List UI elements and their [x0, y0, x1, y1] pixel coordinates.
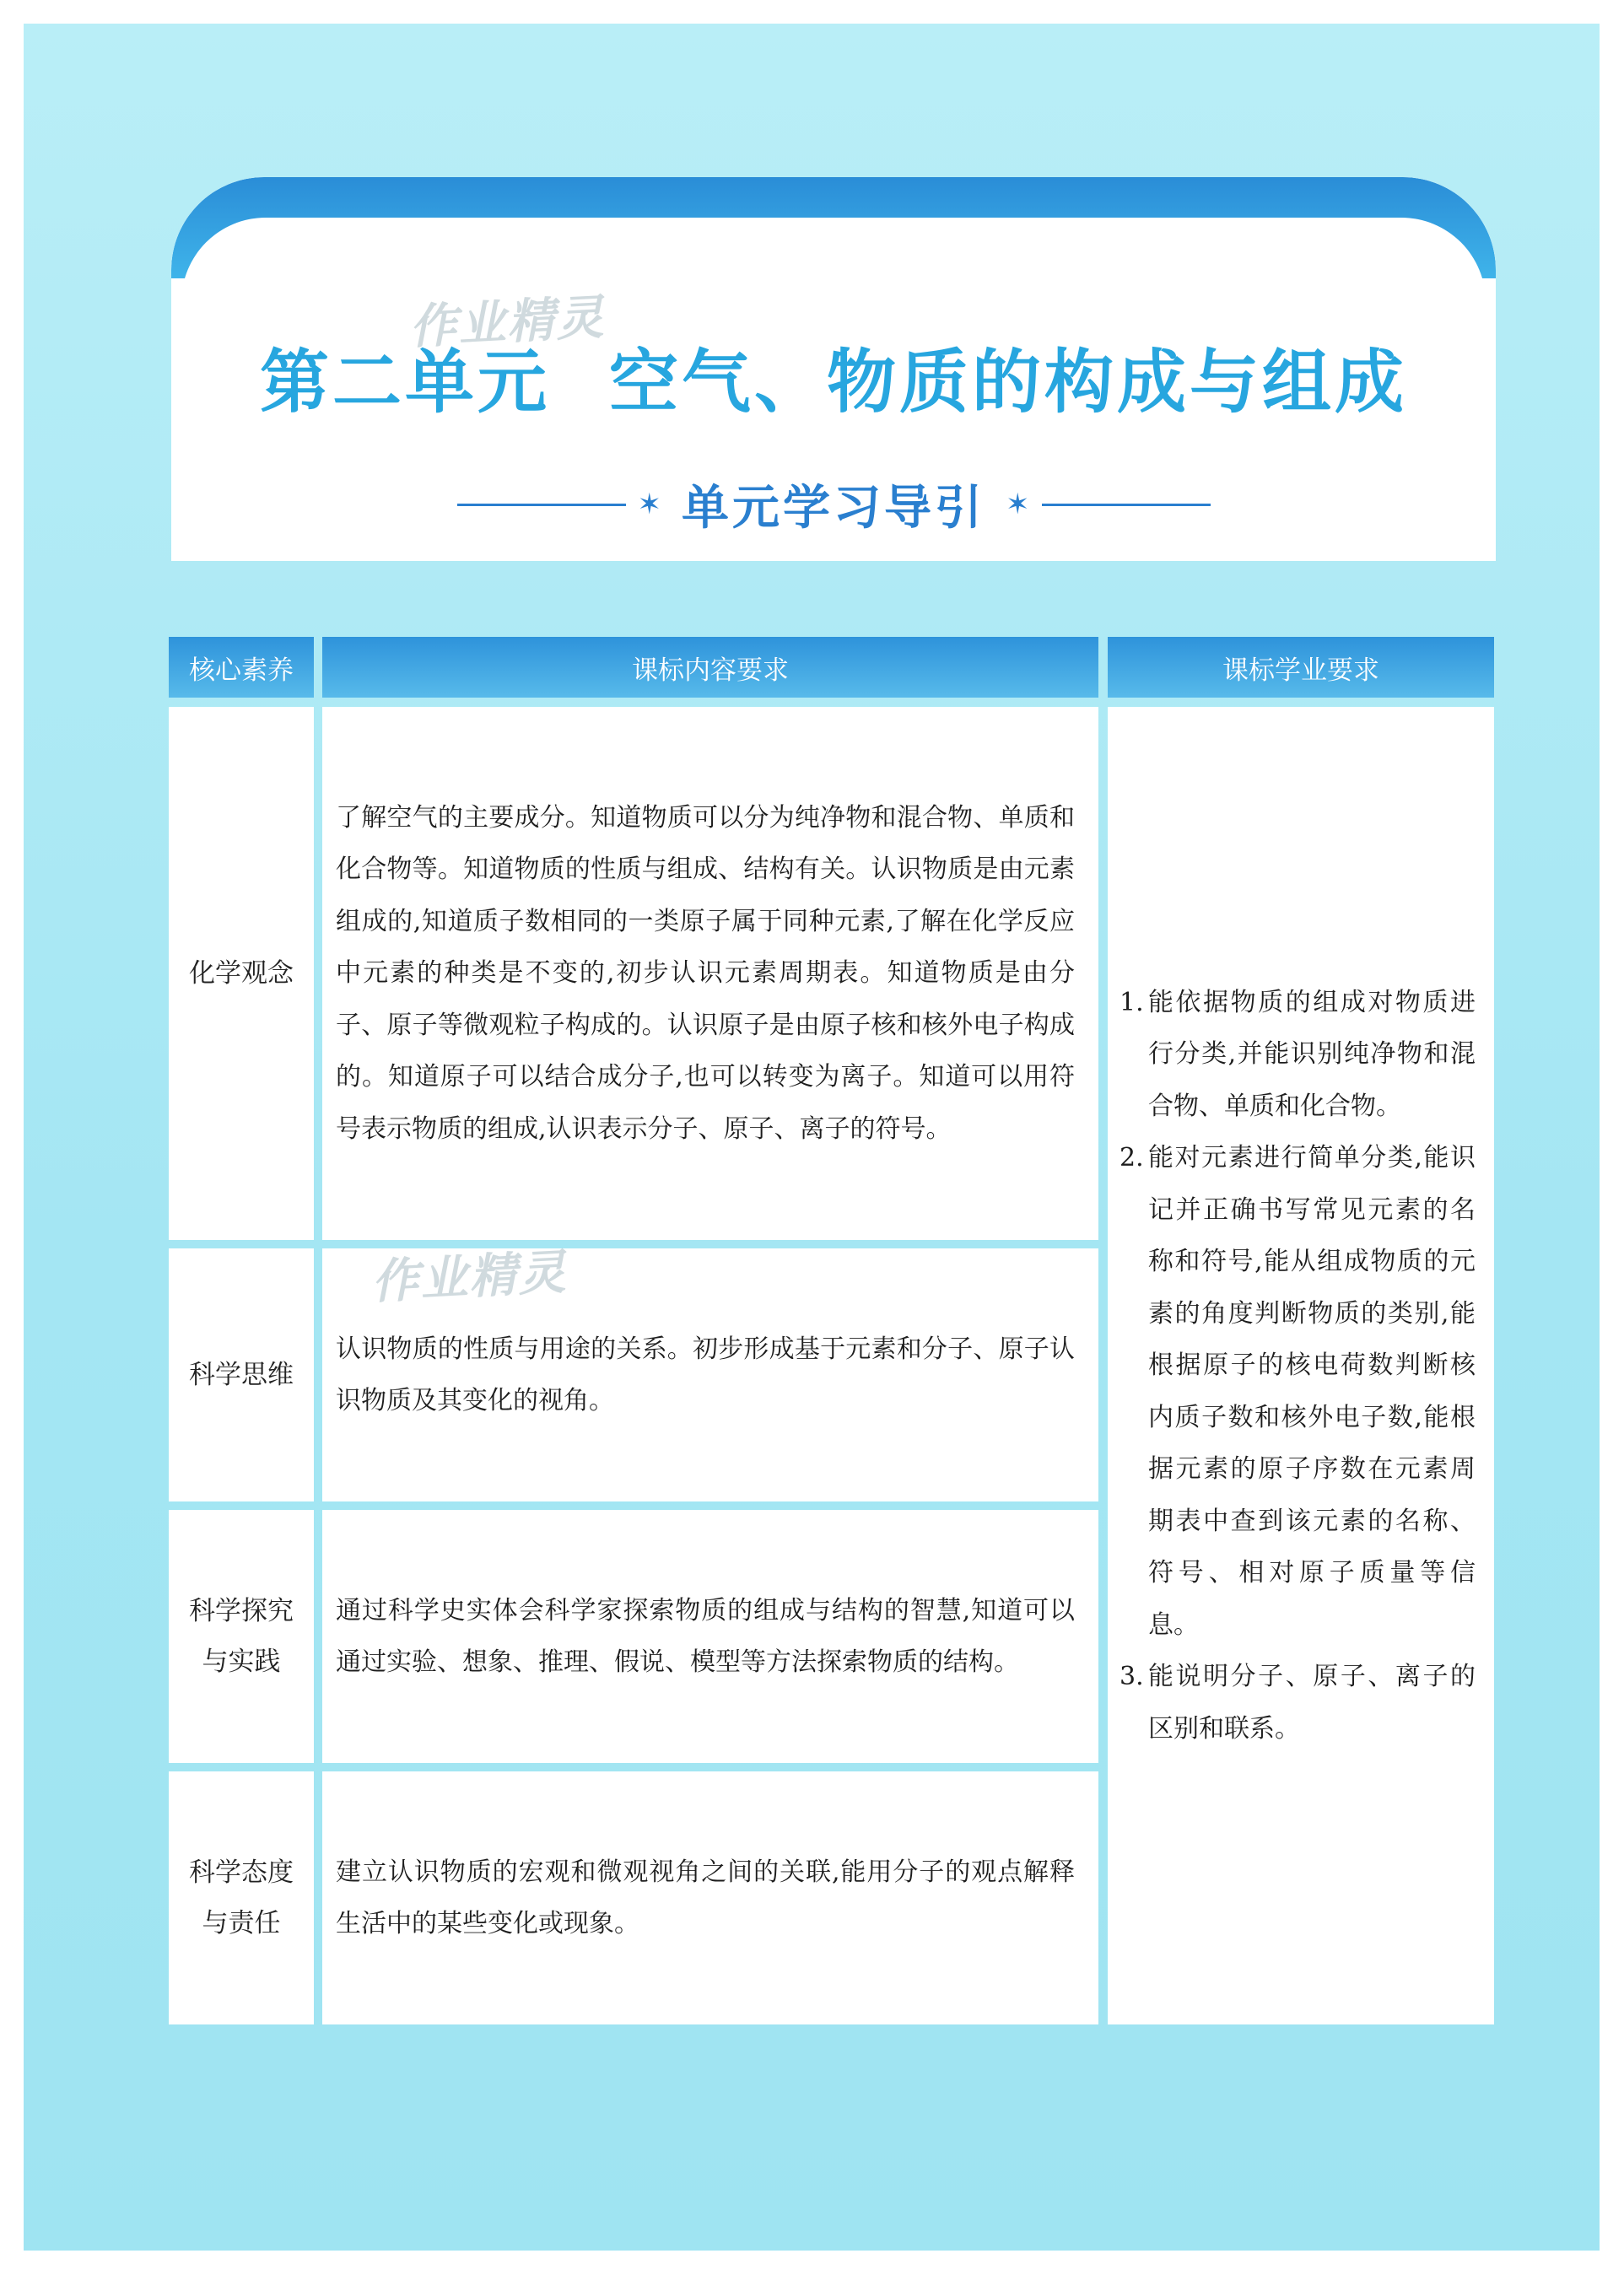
content-text: 建立认识物质的宏观和微观视角之间的关联,能用分子的观点解释生活中的某些变化或现象。: [336, 1857, 1075, 1938]
requirement-item: [1120, 1132, 1476, 1651]
category-label: 化学观念: [189, 957, 294, 989]
column-header-academic-requirements: 课标学业要求: [1108, 637, 1494, 698]
category-cell: [169, 1771, 314, 2024]
unit-title: [181, 327, 1486, 426]
category-label-line2: 与责任: [202, 1908, 281, 1938]
category-label-line2: 与实践: [202, 1647, 281, 1677]
requirement-number: 3.: [1120, 1662, 1144, 1692]
unit-header-card: [171, 177, 1496, 561]
requirement-text: 能依据物质的组成对物质进行分类,并能识别纯净物和混合物、单质和化合物。: [1148, 987, 1476, 1121]
category-cell: [169, 707, 314, 1240]
content-cell: [322, 1771, 1098, 2024]
requirement-number: 2.: [1120, 1143, 1144, 1173]
unit-topic: 空气、物质的构成与组成: [609, 342, 1408, 423]
column-header-core-literacy: 核心素养: [169, 637, 314, 698]
content-text: 认识物质的性质与用途的关系。初步形成基于元素和分子、原子认识物质及其变化的视角。: [336, 1334, 1075, 1415]
star-icon: ✶: [637, 488, 661, 521]
category-label: 科学思维: [189, 1359, 294, 1390]
requirement-item: [1120, 1651, 1476, 1755]
watermark: 作业精灵: [370, 1244, 569, 1311]
category-label-line1: 科学态度: [189, 1857, 294, 1888]
category-cell: [169, 1510, 314, 1763]
academic-requirements-cell: [1108, 707, 1494, 2024]
requirement-item: [1120, 977, 1476, 1133]
subtitle-row: [181, 471, 1486, 538]
requirement-text: 能对元素进行简单分类,能识记并正确书写常见元素的名称和符号,能从组成物质的元素的角度判断物质的类别,能根据原子的核电荷数判断核内质子数和核外电子数,能根据元素的原子序数在元素周期表中查到该元素的名称、符号、相对原子质量等信息。: [1148, 1143, 1476, 1640]
section-subtitle: 单元学习导引: [682, 481, 985, 536]
requirement-number: 1.: [1120, 987, 1144, 1017]
content-text: 了解空气的主要成分。知道物质可以分为纯净物和混合物、单质和化合物等。知道物质的性质与组成、结构有关。认识物质是由元素组成的,知道质子数相同的一类原子属于同种元素,了解在化学反应中元素的种类是不变的,初步认识元素周期表。知道物质是由分子、原子等微观粒子构成的。认识原子是由原子核和核外电子构成的。知道原子可以结合成分子,也可以转变为离子。知道可以用符号表示物质的组成,认识表示分子、原子、离子的符号。: [336, 802, 1075, 1144]
header-inner: [181, 218, 1486, 561]
requirement-text: 能说明分子、原子、离子的区别和联系。: [1148, 1662, 1476, 1744]
category-label-line1: 科学探究: [189, 1595, 294, 1626]
content-cell: [322, 707, 1098, 1240]
column-header-content-requirements: 课标内容要求: [322, 637, 1098, 698]
category-cell: [169, 1248, 314, 1501]
content-text: 通过科学史实体会科学家探索物质的组成与结构的智慧,知道可以通过实验、想象、推理、假说、模型等方法探索物质的结构。: [336, 1595, 1075, 1677]
watermark: 作业精灵: [407, 289, 607, 356]
divider-right: [1042, 504, 1211, 506]
star-icon: ✶: [1006, 488, 1030, 521]
unit-label: 第二单元: [259, 342, 550, 423]
divider-left: [457, 504, 626, 506]
content-cell: [322, 1510, 1098, 1763]
